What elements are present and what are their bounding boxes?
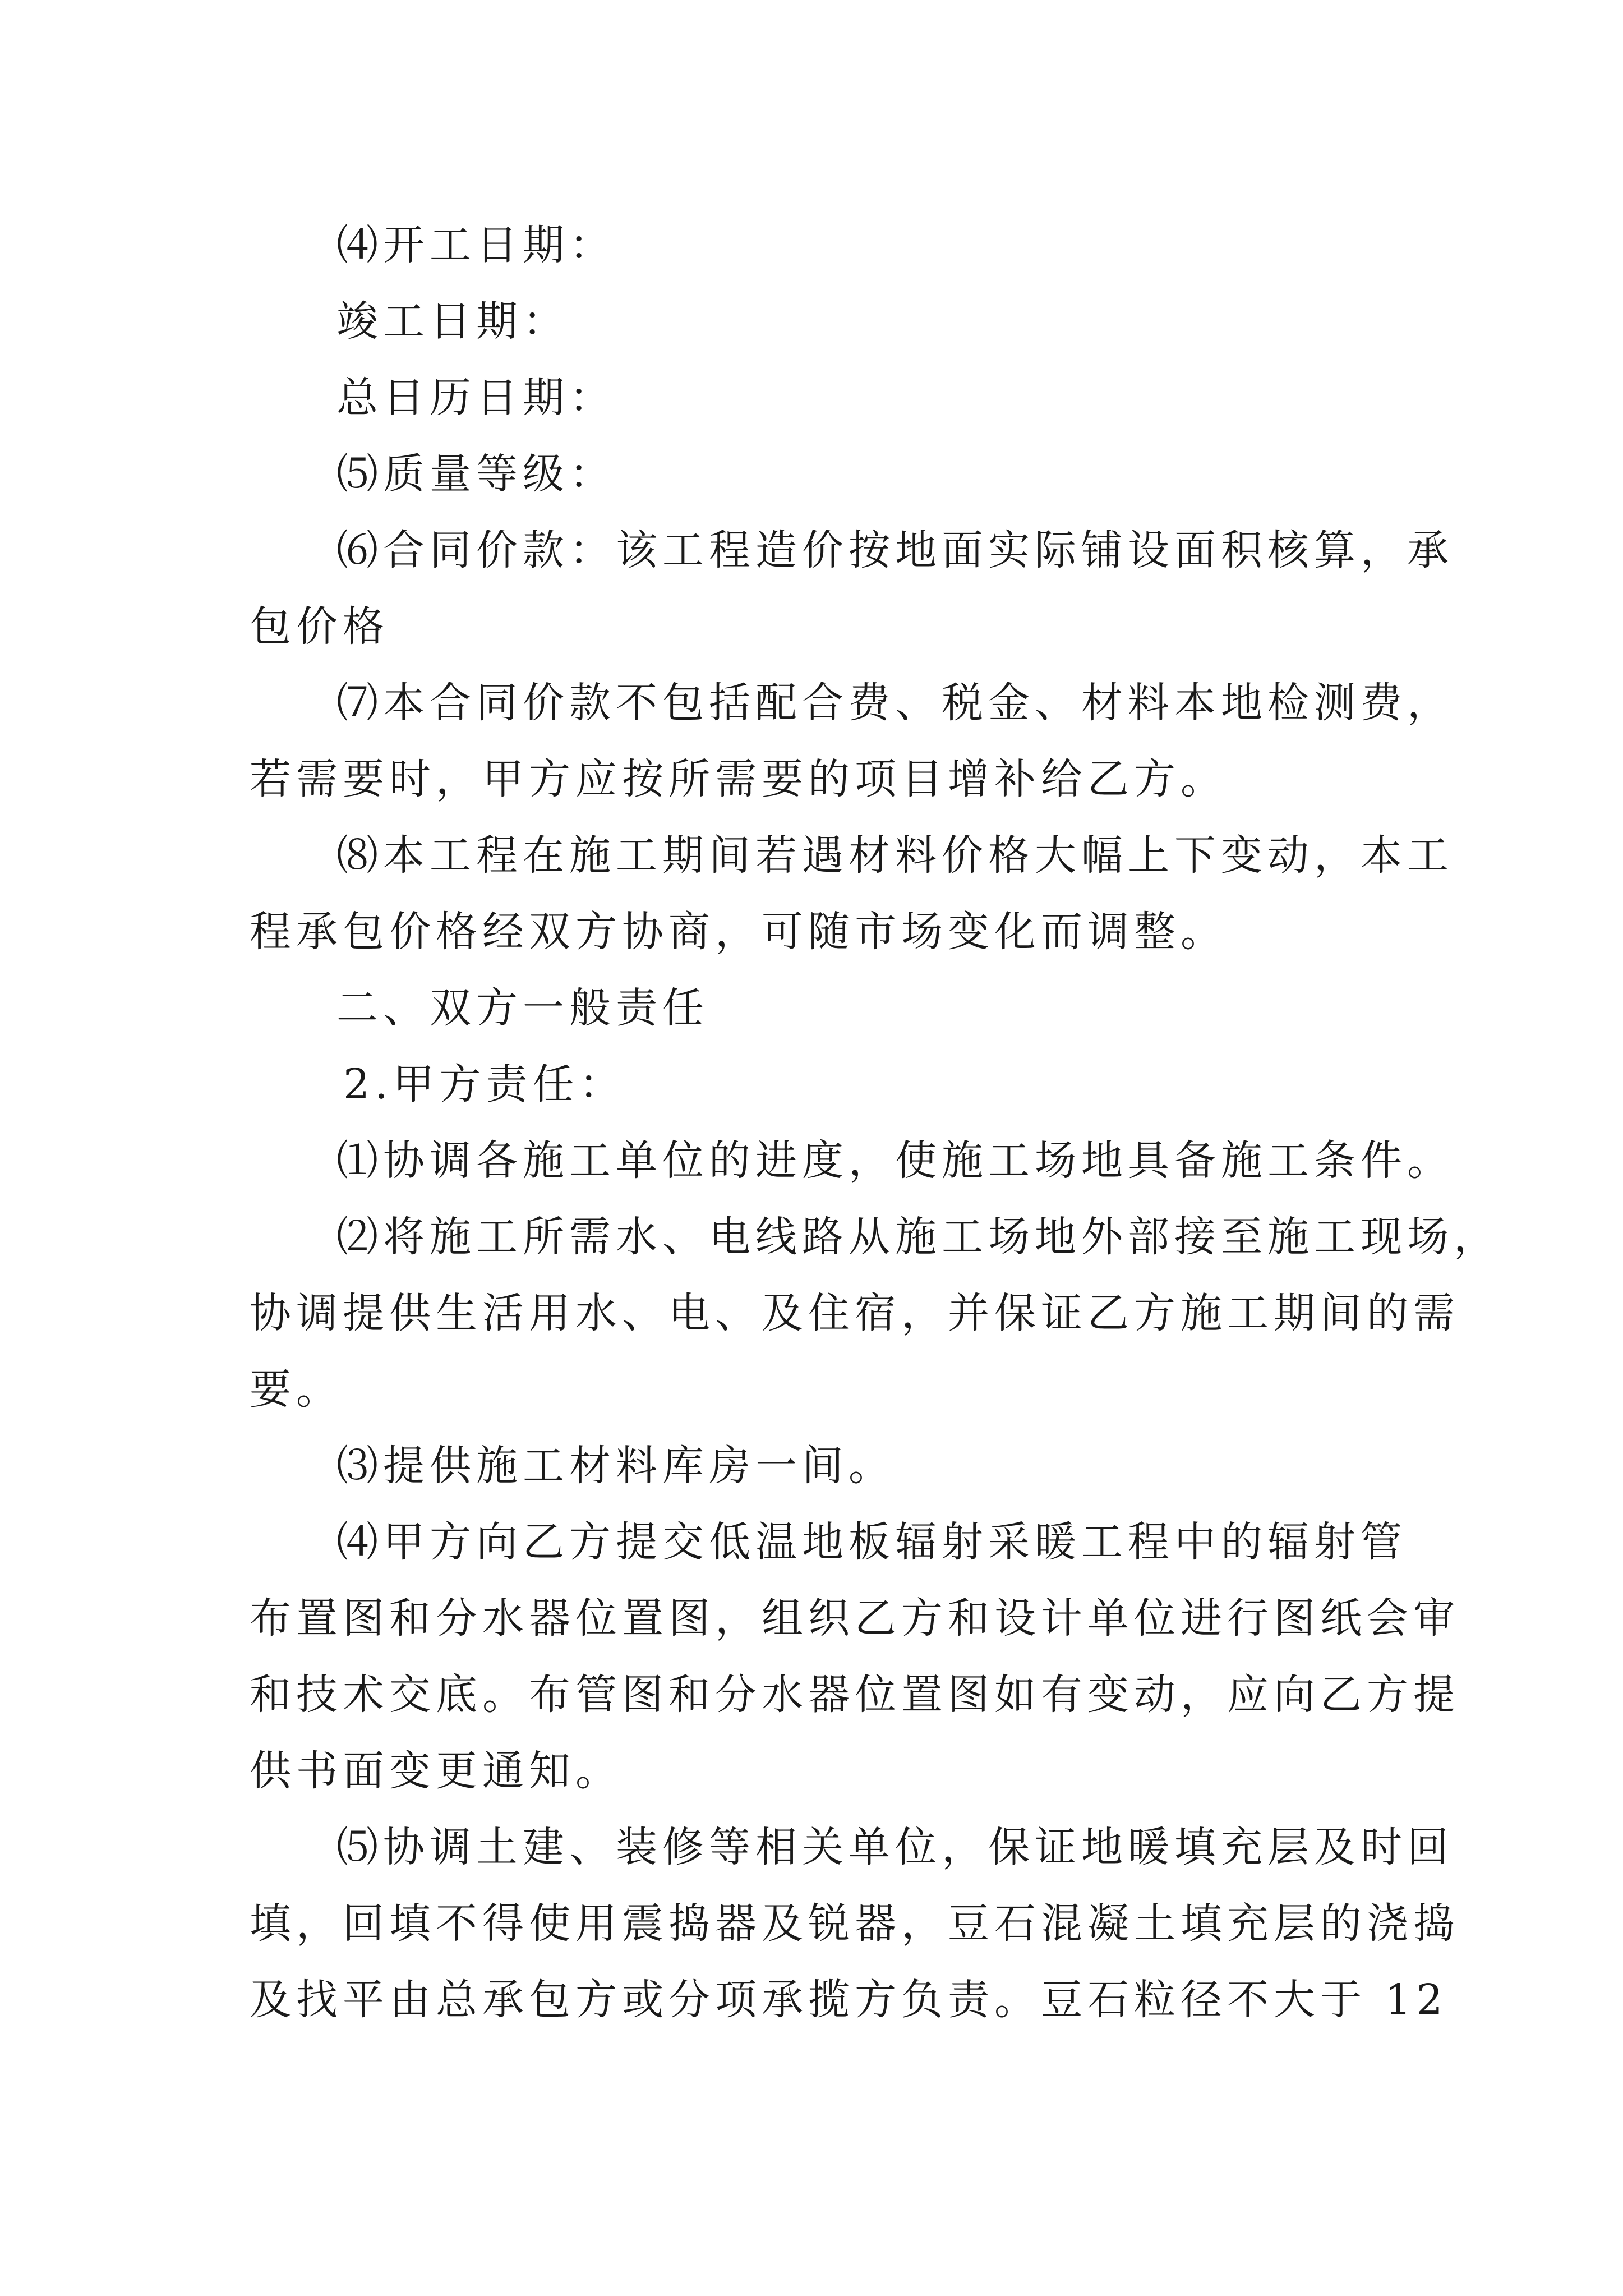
text-line: 和技术交底。布管图和分水器位置图如有变动，应向乙方提 <box>250 1671 1460 1719</box>
text-line: 若需要时，甲方应按所需要的项目增补给乙方。 <box>250 755 1227 803</box>
text-line: ⑺本合同价款不包括配合费、税金、材料本地检测费， <box>336 679 1454 727</box>
text-line: ⑻本工程在施工期间若遇材料价格大幅上下变动，本工 <box>336 831 1454 880</box>
text-line: ⑹合同价款：该工程造价按地面实际铺设面积核算，承 <box>336 526 1454 574</box>
text-line: ⑴协调各施工单位的进度，使施工场地具备施工条件。 <box>336 1137 1454 1185</box>
text-line: ⑷开工日期： <box>336 221 616 269</box>
text-line: ⑸协调土建、装修等相关单位，保证地暖填充层及时回 <box>336 1823 1454 1871</box>
text-line: ⑵将施工所需水、电线路从施工场地外部接至施工现场， <box>336 1213 1500 1261</box>
text-line: ⑶提供施工材料库房一间。 <box>336 1442 895 1490</box>
subsection-heading: 2.甲方责任： <box>343 1060 626 1108</box>
text-line: ⑸质量等级： <box>336 450 616 498</box>
text-line: 填，回填不得使用震捣器及锐器，豆石混凝土填充层的浇捣 <box>250 1899 1460 1948</box>
text-line: ⑷甲方向乙方提交低温地板辐射采暖工程中的辐射管 <box>336 1518 1407 1566</box>
text-line: 布置图和分水器位置图，组织乙方和设计单位进行图纸会审 <box>250 1594 1460 1642</box>
text-line: 协调提供生活用水、电、及住宿，并保证乙方施工期间的需 <box>250 1289 1460 1337</box>
text-line: 供书面变更通知。 <box>250 1747 622 1795</box>
text-line: 总日历日期： <box>336 374 616 422</box>
text-line: 要。 <box>250 1365 343 1414</box>
section-heading: 二、双方一般责任 <box>336 984 709 1032</box>
text-line: 包价格 <box>250 602 389 651</box>
text-line: 竣工日期： <box>336 297 569 346</box>
text-line: 及找平由总承包方或分项承揽方负责。豆石粒径不大于 12 <box>250 1976 1448 2024</box>
text-line: 程承包价格经双方协商，可随市场变化而调整。 <box>250 908 1227 956</box>
